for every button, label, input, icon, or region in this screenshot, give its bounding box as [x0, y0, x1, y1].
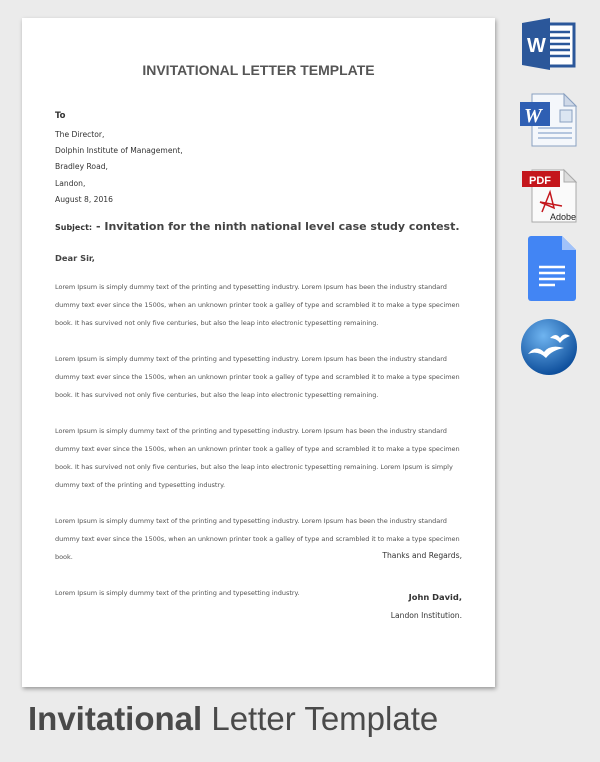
subject-label: Subject: — [55, 223, 93, 232]
closing: Thanks and Regards, — [382, 551, 462, 560]
salutation: Dear Sir, — [55, 253, 95, 263]
adobe-label: Adobe — [550, 212, 577, 222]
page-title: INVITATIONAL LETTER TEMPLATE — [142, 62, 375, 78]
address-line: Dolphin Institute of Management, — [55, 146, 183, 156]
svg-text:PDF: PDF — [529, 175, 551, 187]
signer-name: John David, — [408, 592, 462, 602]
svg-text:W: W — [524, 105, 542, 127]
body-paragraph: Lorem Ipsum is simply dummy text of the printing and typesetting industry. — [55, 589, 300, 597]
openoffice-icon[interactable] — [520, 318, 578, 376]
footer-title-rest: Letter Template — [202, 700, 439, 737]
word-2003-icon[interactable] — [520, 92, 578, 148]
body-paragraph: Lorem Ipsum is simply dummy text of the printing and typesetting industry. Lorem Ipsum has been the industry standard dummy text ever since the 1500s, when an unknown printer took a galley of type and scrambled it to make a type specimen book. It has survived not only five centuries, but also the leap into electronic typesetting remaining. Lorem Ipsum is simply dummy text of the printing and typesetting industry. — [55, 427, 460, 489]
letter-body — [55, 278, 465, 620]
signer-org: Landon Institution. — [390, 611, 462, 620]
letter-date: August 8, 2016 — [55, 194, 113, 204]
address-line: Landon, — [55, 178, 86, 188]
address-line: Bradley Road, — [55, 162, 108, 172]
recipient-address — [55, 127, 183, 208]
letter-page — [22, 18, 495, 687]
body-paragraph: Lorem Ipsum is simply dummy text of the printing and typesetting industry. Lorem Ipsum has been the industry standard dummy text ever since the 1500s, when an unknown printer took a galley of type and scrambled it to make a type specimen book. It has survived not only five centuries, but also the leap into electronic typesetting remaining. — [55, 283, 460, 327]
subject-text: - Invitation for the ninth national level case study contest. — [92, 220, 460, 233]
address-line: The Director, — [55, 130, 105, 139]
google-docs-icon[interactable] — [528, 236, 578, 302]
footer-title — [28, 700, 438, 738]
svg-text:W: W — [527, 35, 546, 57]
body-paragraph: Lorem Ipsum is simply dummy text of the printing and typesetting industry. Lorem Ipsum has been the industry standard dummy text ever since the 1500s, when an unknown printer took a galley of type and scrambled it to make a type specimen book. It has survived not only five centuries, but also the leap into electronic typesetting remaining. — [55, 355, 460, 399]
pdf-adobe-icon[interactable] — [520, 168, 578, 224]
body-paragraph: Lorem Ipsum is simply dummy text of the printing and typesetting industry. Lorem Ipsum has been the industry standard dummy text ever since the 1500s, when an unknown printer took a galley of type and scrambled it to make a type specimen book. — [55, 517, 460, 561]
word-2013-icon[interactable] — [520, 18, 578, 70]
to-label: To — [55, 111, 66, 121]
footer-title-bold: Invitational — [28, 700, 203, 737]
subject-line — [55, 220, 460, 233]
